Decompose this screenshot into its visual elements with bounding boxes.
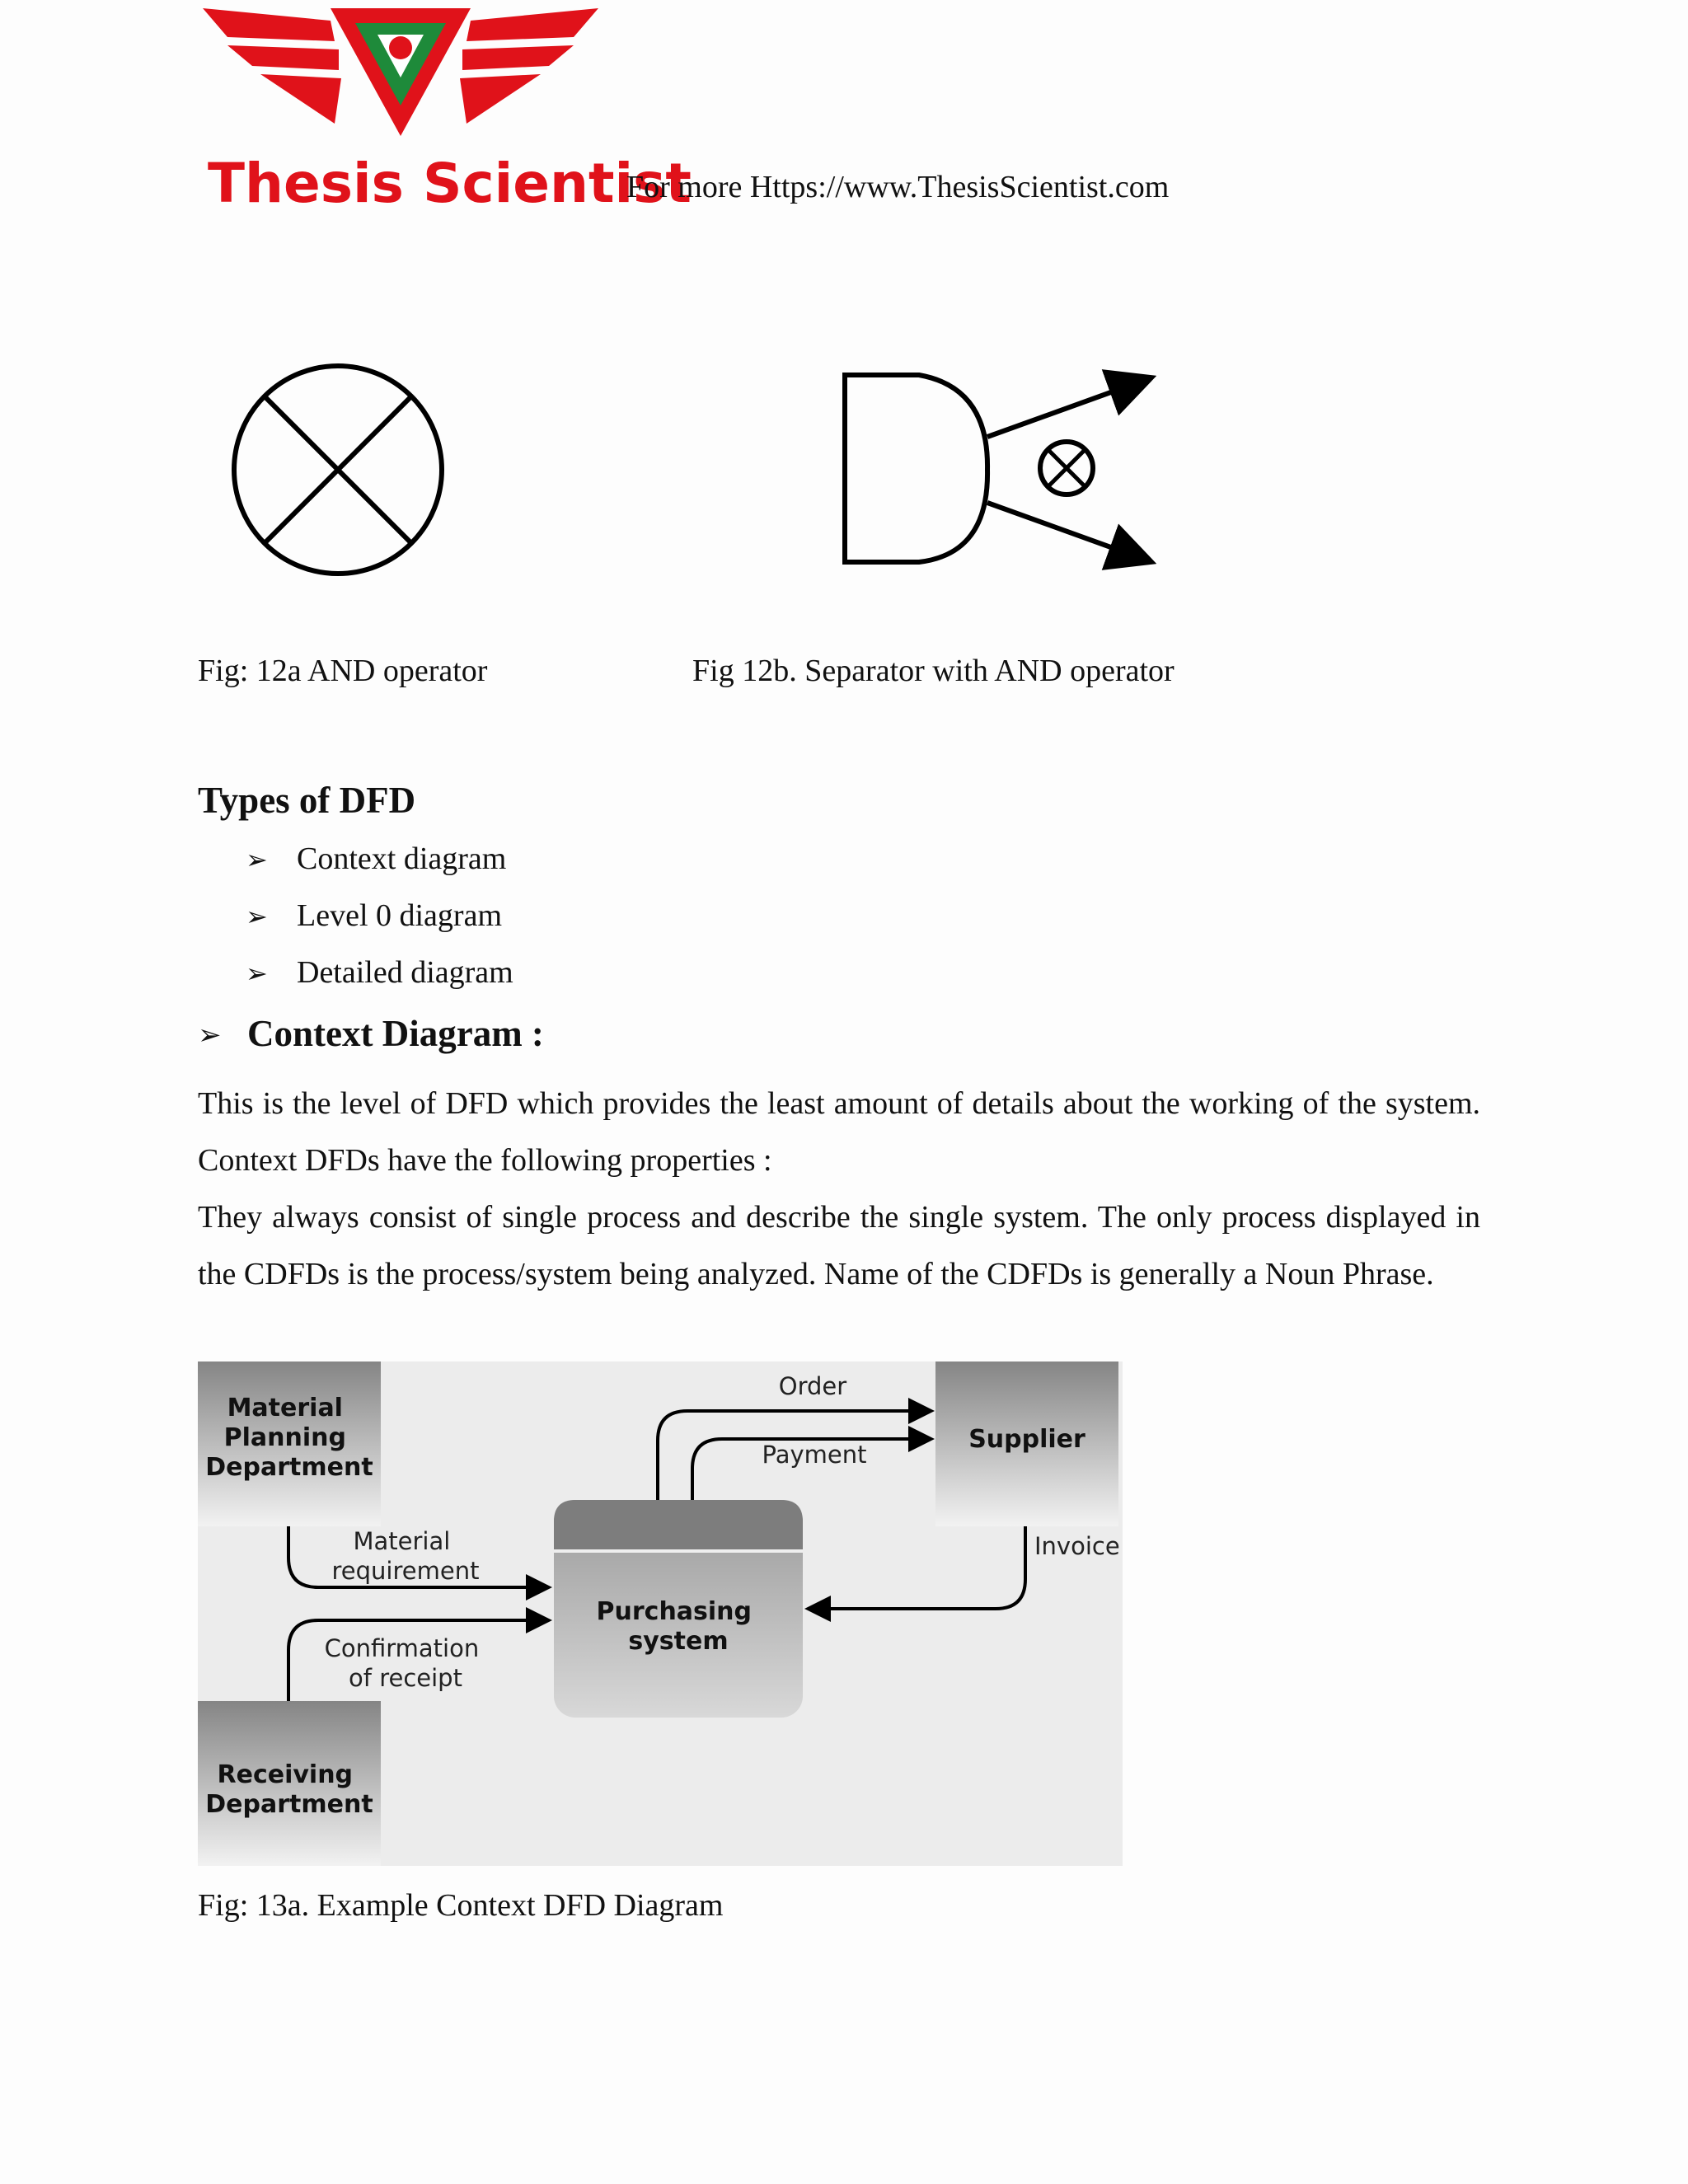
types-list [246, 841, 513, 1011]
arrow-bullet-icon: ➢ [246, 901, 268, 932]
types-heading: Types of DFD [198, 780, 416, 821]
header-link-text: For more Https://www.ThesisScientist.com [626, 170, 1170, 204]
svg-text:Supplier: Supplier [968, 1425, 1085, 1454]
paragraph-1: This is the level of DFD which provides the least amount of details about the working of the system. Context DFDs have the following properties : [198, 1086, 1480, 1178]
material-requirement-label: Material requirement [331, 1527, 480, 1585]
payment-label: Payment [762, 1441, 867, 1469]
paragraph-2: They always consist of single process and describe the single system. The only process displayed in the CDFDs is the process/system being analyzed. Name of the CDFDs is generally a Noun Phrase. [198, 1200, 1480, 1291]
and-operator-figure [223, 354, 453, 585]
fig13a-caption: Fig: 13a. Example Context DFD Diagram [198, 1888, 724, 1923]
confirmation-label: Confirmation of receipt [324, 1634, 480, 1692]
receiving-department-entity [198, 1701, 381, 1866]
supplier-entity [935, 1361, 1118, 1526]
list-item: ➢ Level 0 diagram [246, 898, 503, 933]
arrow-bullet-icon: ➢ [198, 1019, 222, 1052]
purchasing-system-process [554, 1500, 803, 1718]
list-item: ➢ Detailed diagram [246, 955, 513, 990]
separator-with-and-operator-figure [832, 363, 1179, 577]
list-item: ➢ Context diagram [246, 841, 507, 876]
svg-text:Purchasing system: Purchasing system [596, 1597, 753, 1656]
logo-wordmark: Thesis Scientist [208, 152, 692, 215]
arrow-bullet-icon: ➢ [246, 958, 268, 989]
order-label: Order [778, 1372, 847, 1400]
thesis-scientist-logo [195, 0, 692, 218]
context-diagram-heading: ➢ Context Diagram : [198, 1013, 544, 1054]
fig12a-caption: Fig: 12a AND operator [198, 654, 488, 688]
fig12b-caption: Fig 12b. Separator with AND operator [692, 654, 1175, 688]
arrow-bullet-icon: ➢ [246, 844, 268, 875]
context-body [198, 1076, 1480, 1303]
svg-text:Material Planning: Material Planning Department [205, 1394, 373, 1482]
material-planning-entity [198, 1361, 381, 1526]
context-dfd-diagram [198, 1361, 1123, 1866]
invoice-label: Invoice [1034, 1532, 1120, 1560]
svg-text:Receiving Department: Receiving Department [205, 1760, 373, 1819]
